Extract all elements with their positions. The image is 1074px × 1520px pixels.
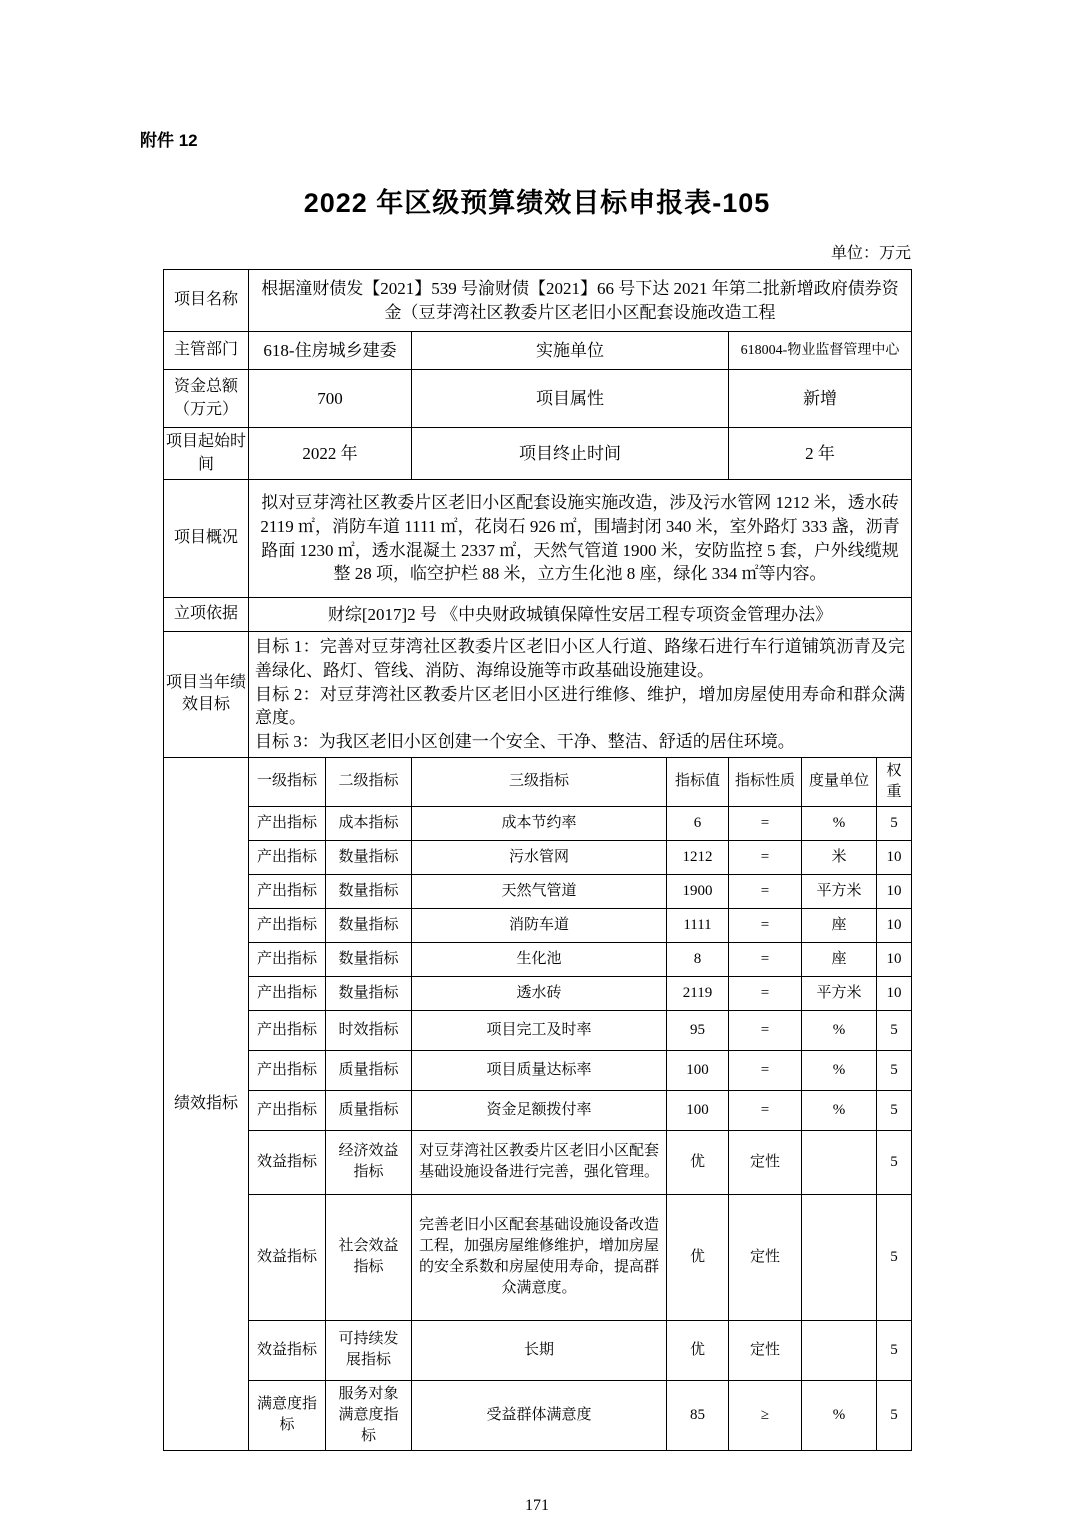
indicator-l3: 生化池	[412, 942, 667, 976]
indicator-row	[164, 1320, 912, 1380]
start-time-label: 项目起始时间	[164, 428, 249, 480]
indicator-unit: %	[802, 806, 877, 840]
indicator-weight: 10	[877, 908, 912, 942]
indicator-l2: 社会效益指标	[326, 1194, 412, 1320]
basis-row	[164, 598, 912, 632]
total-fund-row	[164, 370, 912, 428]
indicator-header-row	[164, 757, 912, 806]
indicator-value: 优	[667, 1320, 729, 1380]
indicator-value: 优	[667, 1194, 729, 1320]
indicator-nature: =	[729, 908, 802, 942]
indicator-l2: 数量指标	[326, 976, 412, 1010]
indicator-weight: 5	[877, 1050, 912, 1090]
indicator-value: 100	[667, 1090, 729, 1130]
department-value: 618-住房城乡建委	[249, 332, 412, 370]
indicator-row	[164, 1194, 912, 1320]
indicator-row	[164, 840, 912, 874]
start-time-value: 2022 年	[249, 428, 412, 480]
indicator-value: 优	[667, 1130, 729, 1194]
indicator-value: 95	[667, 1010, 729, 1050]
indicator-weight: 5	[877, 1090, 912, 1130]
col-header-level1: 一级指标	[249, 757, 326, 806]
unit-note: 单位：万元	[830, 245, 911, 262]
indicator-weight: 5	[877, 806, 912, 840]
project-name-row	[164, 270, 912, 332]
indicator-unit: 米	[802, 840, 877, 874]
indicator-l2: 服务对象满意度指标	[326, 1380, 412, 1450]
indicator-weight: 10	[877, 840, 912, 874]
total-fund-value: 700	[249, 370, 412, 428]
project-time-row	[164, 428, 912, 480]
indicator-nature: =	[729, 1090, 802, 1130]
indicator-l3: 污水管网	[412, 840, 667, 874]
annual-goals-label: 项目当年绩效目标	[164, 632, 249, 758]
indicator-l1: 效益指标	[249, 1320, 326, 1380]
indicator-row	[164, 806, 912, 840]
col-header-weight: 权重	[877, 757, 912, 806]
indicator-nature: =	[729, 976, 802, 1010]
page-number: 171	[525, 1496, 549, 1514]
indicator-nature: =	[729, 806, 802, 840]
col-header-nature: 指标性质	[729, 757, 802, 806]
col-header-value: 指标值	[667, 757, 729, 806]
indicator-row	[164, 976, 912, 1010]
indicator-l1: 产出指标	[249, 976, 326, 1010]
indicator-l1: 产出指标	[249, 1090, 326, 1130]
indicator-nature: =	[729, 874, 802, 908]
indicator-weight: 10	[877, 874, 912, 908]
indicator-l3: 完善老旧小区配套基础设施设备改造工程，加强房屋维修维护，增加房屋的安全系数和房屋使用寿命，提高群众满意度。	[412, 1194, 667, 1320]
annual-goals-value	[249, 632, 912, 758]
indicator-value: 1212	[667, 840, 729, 874]
indicator-l2: 数量指标	[326, 908, 412, 942]
indicator-l2: 数量指标	[326, 874, 412, 908]
project-attr-label: 项目属性	[412, 370, 729, 428]
indicator-l2: 质量指标	[326, 1050, 412, 1090]
indicator-l2: 经济效益指标	[326, 1130, 412, 1194]
indicator-l1: 产出指标	[249, 840, 326, 874]
indicator-unit	[802, 1130, 877, 1194]
end-time-value: 2 年	[729, 428, 912, 480]
indicator-value: 85	[667, 1380, 729, 1450]
indicator-l3: 项目完工及时率	[412, 1010, 667, 1050]
indicator-unit	[802, 1194, 877, 1320]
indicator-row	[164, 1090, 912, 1130]
indicator-unit: %	[802, 1380, 877, 1450]
indicator-unit: %	[802, 1010, 877, 1050]
indicator-l1: 效益指标	[249, 1130, 326, 1194]
indicator-nature: =	[729, 840, 802, 874]
indicator-l3: 长期	[412, 1320, 667, 1380]
indicator-l2: 数量指标	[326, 840, 412, 874]
indicator-nature: =	[729, 1050, 802, 1090]
overview-value: 拟对豆芽湾社区教委片区老旧小区配套设施实施改造，涉及污水管网 1212 米，透水砖 2119 ㎡，消防车道 1111 ㎡，花岗石 926 ㎡，围墙封闭 340 米，室外路灯 333 盏，沥青路面 1230 ㎡，透水混凝土 2337 ㎡，天然气管道 1900 米，安防监控 5 套，户外线缆规整 28 项，临空护栏 88 米，立方生化池 8 座，绿化 334 ㎡等内容。	[249, 480, 912, 598]
indicator-l1: 产出指标	[249, 908, 326, 942]
indicator-l2: 质量指标	[326, 1090, 412, 1130]
indicator-l1: 满意度指标	[249, 1380, 326, 1450]
indicator-l1: 产出指标	[249, 874, 326, 908]
indicator-l1: 产出指标	[249, 1010, 326, 1050]
indicator-weight: 5	[877, 1194, 912, 1320]
indicator-weight: 5	[877, 1130, 912, 1194]
project-name-label: 项目名称	[164, 270, 249, 332]
indicator-nature: =	[729, 1010, 802, 1050]
indicator-row	[164, 1380, 912, 1450]
goal-line-3: 目标 3：为我区老旧小区创建一个安全、干净、整洁、舒适的居住环境。	[255, 732, 795, 752]
indicator-row	[164, 942, 912, 976]
overview-label: 项目概况	[164, 480, 249, 598]
indicator-value: 100	[667, 1050, 729, 1090]
indicator-unit: %	[802, 1090, 877, 1130]
indicator-l3: 消防车道	[412, 908, 667, 942]
indicator-l2: 时效指标	[326, 1010, 412, 1050]
indicator-weight: 10	[877, 942, 912, 976]
page-title: 2022 年区级预算绩效目标申报表-105	[303, 188, 771, 218]
indicator-unit: %	[802, 1050, 877, 1090]
indicator-value: 1111	[667, 908, 729, 942]
col-header-level3: 三级指标	[412, 757, 667, 806]
indicator-unit: 平方米	[802, 976, 877, 1010]
indicator-unit: 平方米	[802, 874, 877, 908]
indicator-weight: 5	[877, 1320, 912, 1380]
indicator-l1: 产出指标	[249, 942, 326, 976]
indicator-row	[164, 1130, 912, 1194]
indicator-row	[164, 1010, 912, 1050]
annual-goals-row	[164, 632, 912, 758]
end-time-label: 项目终止时间	[412, 428, 729, 480]
indicator-row	[164, 1050, 912, 1090]
indicator-l1: 产出指标	[249, 806, 326, 840]
basis-value: 财综[2017]2 号 《中央财政城镇保障性安居工程专项资金管理办法》	[249, 598, 912, 632]
department-row	[164, 332, 912, 370]
indicator-l2: 数量指标	[326, 942, 412, 976]
project-name-value: 根据潼财债发【2021】539 号渝财债【2021】66 号下达 2021 年第二批新增政府债券资金（豆芽湾社区教委片区老旧小区配套设施改造工程	[249, 270, 912, 332]
indicator-nature: 定性	[729, 1320, 802, 1380]
indicator-row	[164, 908, 912, 942]
indicator-unit	[802, 1320, 877, 1380]
indicator-value: 8	[667, 942, 729, 976]
total-fund-label: 资金总额（万元）	[164, 370, 249, 428]
col-header-level2: 二级指标	[326, 757, 412, 806]
indicator-l3: 项目质量达标率	[412, 1050, 667, 1090]
indicator-nature: =	[729, 942, 802, 976]
indicator-l3: 天然气管道	[412, 874, 667, 908]
indicators-section-label: 绩效指标	[164, 757, 249, 1450]
indicator-l3: 透水砖	[412, 976, 667, 1010]
indicator-l3: 对豆芽湾社区教委片区老旧小区配套基础设施设备进行完善，强化管理。	[412, 1130, 667, 1194]
indicator-l1: 效益指标	[249, 1194, 326, 1320]
basis-label: 立项依据	[164, 598, 249, 632]
impl-unit-label: 实施单位	[412, 332, 729, 370]
indicator-value: 2119	[667, 976, 729, 1010]
indicator-weight: 5	[877, 1010, 912, 1050]
indicator-l2: 可持续发展指标	[326, 1320, 412, 1380]
overview-row	[164, 480, 912, 598]
budget-performance-form-table	[163, 269, 912, 1451]
indicator-l3: 受益群体满意度	[412, 1380, 667, 1450]
project-attr-value: 新增	[729, 370, 912, 428]
indicator-nature: 定性	[729, 1194, 802, 1320]
indicator-unit: 座	[802, 908, 877, 942]
indicator-l3: 资金足额拨付率	[412, 1090, 667, 1130]
impl-unit-value: 618004-物业监督管理中心	[729, 332, 912, 370]
goal-line-1: 目标 1：完善对豆芽湾社区教委片区老旧小区人行道、路缘石进行车行道铺筑沥青及完善绿化、路灯、管线、消防、海绵设施等市政基础设施建设。	[255, 637, 906, 680]
indicator-nature: ≥	[729, 1380, 802, 1450]
attachment-label: 附件 12	[140, 131, 198, 150]
indicator-value: 6	[667, 806, 729, 840]
col-header-unit: 度量单位	[802, 757, 877, 806]
goal-line-2: 目标 2：对豆芽湾社区教委片区老旧小区进行维修、维护，增加房屋使用寿命和群众满意度。	[255, 684, 906, 728]
department-label: 主管部门	[164, 332, 249, 370]
indicator-unit: 座	[802, 942, 877, 976]
indicator-l1: 产出指标	[249, 1050, 326, 1090]
indicator-value: 1900	[667, 874, 729, 908]
indicator-l3: 成本节约率	[412, 806, 667, 840]
indicator-weight: 5	[877, 1380, 912, 1450]
indicator-nature: 定性	[729, 1130, 802, 1194]
indicator-row	[164, 874, 912, 908]
indicator-weight: 10	[877, 976, 912, 1010]
indicator-l2: 成本指标	[326, 806, 412, 840]
